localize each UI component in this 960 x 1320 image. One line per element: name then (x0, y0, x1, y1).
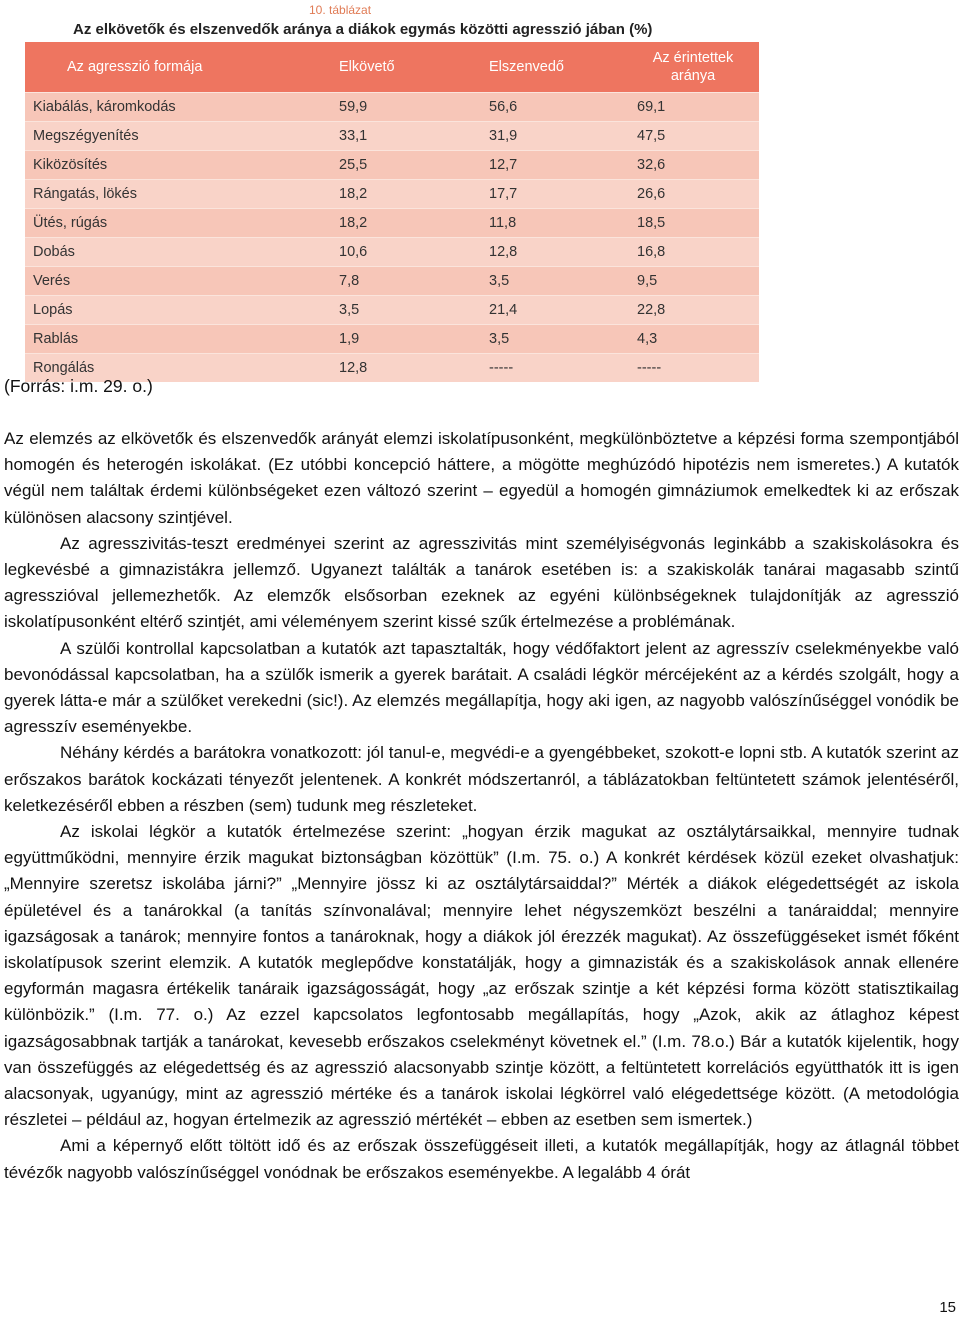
table-row (25, 209, 759, 238)
cell-form: Verés (25, 267, 325, 296)
cell-affected: 69,1 (619, 93, 759, 122)
header-form: Az agresszió formája (25, 42, 325, 93)
table-row (25, 238, 759, 267)
cell-victim: 11,8 (467, 209, 619, 238)
cell-form: Kiközösítés (25, 151, 325, 180)
cell-form: Kiabálás, káromkodás (25, 93, 325, 122)
cell-victim: ----- (467, 354, 619, 383)
paragraph: Az agresszivitás-teszt eredményei szerint az agresszivitás mint személyiségvonás leginkább a szakiskolásokra és legkevésbé a gimnazistákra jellemző. Ugyanezt találták a tanárok esetében is: a szakiskolák tanárai magasabb szintű agresszióval jellemezhetők. Az elemzők elsősorban ezeknek az egyéni különbségeknek tulajdonítják az agresszió iskolatípusonként eltérő szintjét, ami véleményem szerint kissé szűk értelmezése a problémának. (4, 533, 959, 632)
cell-affected: 4,3 (619, 325, 759, 354)
header-victim: Elszenvedő (467, 42, 619, 93)
cell-form: Rongálás (25, 354, 325, 383)
paragraph: Ami a képernyő előtt töltött idő és az erőszak összefüggéseit illeti, a kutatók megállapítják, hogy az átlagnál többet tévézők nagyobb valószínűséggel vonódnak be erőszakos eseményekbe. A legalább 4 órát (4, 1136, 959, 1182)
table-row (25, 296, 759, 325)
cell-victim: 12,8 (467, 238, 619, 267)
cell-perpetrator: 3,5 (325, 296, 467, 325)
table-row (25, 151, 759, 180)
paragraph: Az elemzés az elkövetők és elszenvedők arányát elemzi iskolatípusonként, megkülönböztetve a képzési forma szempontjából homogén és heterogén iskolákat. (Ez utóbbi koncepció háttere, a mögötte meghúzódó hipotézis nem ismeretes.) A kutatók végül nem találtak érdemi különbségeket ezen változó szerint – egyedül a homogén gimnáziumok emelkedtek ki az erőszak különösen alacsony szintjével. (4, 429, 959, 527)
header-perpetrator: Elkövető (325, 42, 467, 93)
cell-affected: 22,8 (619, 296, 759, 325)
cell-perpetrator: 18,2 (325, 180, 467, 209)
cell-perpetrator: 12,8 (325, 354, 467, 383)
cell-form: Rablás (25, 325, 325, 354)
cell-victim: 31,9 (467, 122, 619, 151)
table-row (25, 325, 759, 354)
cell-victim: 12,7 (467, 151, 619, 180)
paragraph: Az iskolai légkör a kutatók értelmezése szerint: „hogyan érzik magukat az osztálytársaikkal, mennyire tudnak együttműködni, mennyire érzik magukat biztonságban közöttük” (I.m. 75. o.) A konkrét kérdések közül ezeket olvashatjuk: „Mennyire szeretsz iskolába járni?” „Mennyire jössz ki az osztálytársaiddal?” Mérték a diákok elégedettségét az iskola épületével és a tanárokkal (a tanítás színvonalával; mennyire lehet négyszemközt beszélni a tanáraiddal; mennyire igazságosak a tanárok; mennyire fontos a tanároknak, hogy a diákok jól érezzék magukat). Az összefüggéseket ismét főként iskolatípusok szerint elemzik. A kutatók meglepődve konstatálják, hogy a gimnazisták és a szakiskolások annak ellenére egyformán magasra értékelik tanáraik igazságosságát, hogy „az erőszak szintje a két képzési forma között statisztikailag különbözik.” (I.m. 77. o.) Az ezzel kapcsolatos legfontosabb megállapítás, hogy „Azok, akik az átlaghoz képest igazságosabbnak tartják a tanárokat, kevesebb erőszakos cselekményt követnek el.” (I.m. 78.o.) Bár a kutatók kijelentik, hogy van összefüggés az elégedettség és az agresszió alacsonyabb szintje között, a feltüntetett korrelációs együtthatók itt is igen alacsonyak, ugyanúgy, mint az agresszió mértéke és a tanárok iskolai légkörrel való elégedettsége között. (A metodológia részletei – például az, hogyan értelmezik az agresszió mértékét – ebben az esetben sem ismertek.) (4, 822, 959, 1130)
cell-affected: 26,6 (619, 180, 759, 209)
cell-perpetrator: 33,1 (325, 122, 467, 151)
cell-victim: 56,6 (467, 93, 619, 122)
cell-form: Ütés, rúgás (25, 209, 325, 238)
table-header-row (25, 42, 759, 93)
cell-perpetrator: 18,2 (325, 209, 467, 238)
page-number: 15 (939, 1299, 956, 1316)
source-citation: (Forrás: i.m. 29. o.) (4, 376, 153, 396)
cell-affected: 18,5 (619, 209, 759, 238)
table-row (25, 267, 759, 296)
cell-form: Dobás (25, 238, 325, 267)
cell-perpetrator: 25,5 (325, 151, 467, 180)
table-body (25, 93, 759, 383)
cell-victim: 3,5 (467, 267, 619, 296)
cell-affected: 16,8 (619, 238, 759, 267)
table-title: Az elkövetők és elszenvedők aránya a diákok egymás közötti agresszió jában (%) (73, 21, 653, 38)
body-text (4, 426, 959, 1186)
cell-perpetrator: 1,9 (325, 325, 467, 354)
table-label: 10. táblázat (309, 3, 372, 17)
cell-form: Lopás (25, 296, 325, 325)
header-affected: Az érintettek aránya (619, 42, 759, 93)
cell-form: Megszégyenítés (25, 122, 325, 151)
table-row (25, 122, 759, 151)
table-row (25, 93, 759, 122)
cell-affected: 32,6 (619, 151, 759, 180)
cell-perpetrator: 10,6 (325, 238, 467, 267)
cell-perpetrator: 59,9 (325, 93, 467, 122)
cell-affected: 9,5 (619, 267, 759, 296)
cell-perpetrator: 7,8 (325, 267, 467, 296)
cell-victim: 21,4 (467, 296, 619, 325)
cell-affected: 47,5 (619, 122, 759, 151)
cell-form: Rángatás, lökés (25, 180, 325, 209)
cell-victim: 17,7 (467, 180, 619, 209)
table-row (25, 180, 759, 209)
cell-victim: 3,5 (467, 325, 619, 354)
paragraph: A szülői kontrollal kapcsolatban a kutatók azt tapasztalták, hogy védőfaktort jelent az agresszív cselekményekbe való bevonódással kapcsolatban, ha a szülők ismerik a gyerek barátait. A családi légkör mércéjeként az a kérdés szolgált, hogy a gyerek látta-e már a szülőket verekedni (sic!). Az elemzés megállapítja, hogy aki igen, az nagyobb valószínűséggel vonódik be agresszív eseményekbe. (4, 638, 959, 737)
cell-affected: ----- (619, 354, 759, 383)
paragraph: Néhány kérdés a barátokra vonatkozott: jól tanul-e, megvédi-e a gyengébbeket, szokott-e lopni stb. A kutatók szerint az erőszakos barátok kockázati tényezőt jelentenek. A konkrét módszertanról, a táblázatokban feltüntetett számok jelentéséről, keletkezéséről ebben a részben (sem) tudunk meg részleteket. (4, 743, 959, 815)
aggression-table (25, 42, 759, 382)
